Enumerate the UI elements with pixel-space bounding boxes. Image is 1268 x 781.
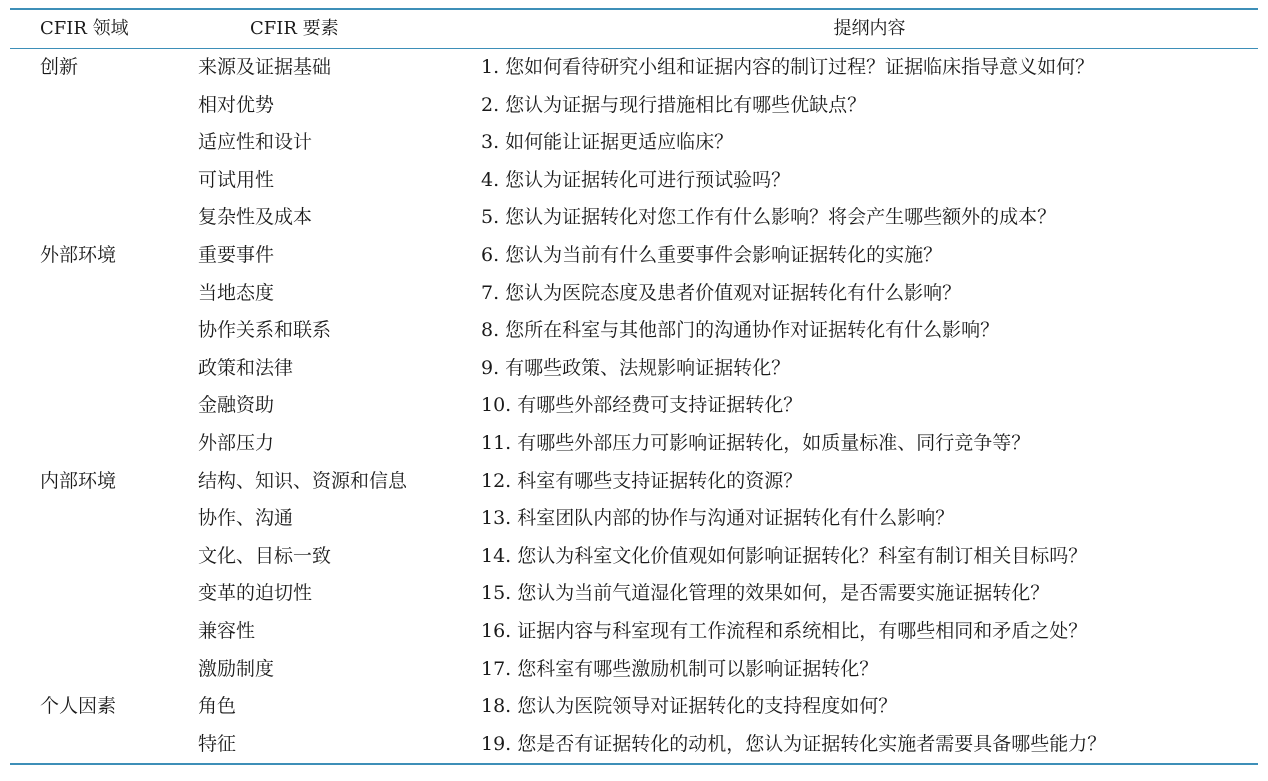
cell-domain — [10, 575, 198, 613]
table-row — [10, 425, 1258, 463]
cell-element: 复杂性及成本 — [198, 206, 313, 229]
table-row — [10, 124, 1258, 162]
cell-question: 5. 您认为证据转化对您工作有什么影响？将会产生哪些额外的成本？ — [481, 206, 1057, 229]
cell-domain — [10, 162, 198, 200]
cell-element: 兼容性 — [198, 619, 256, 642]
table-row — [10, 500, 1258, 538]
interview-outline-table — [10, 10, 1258, 48]
cell-question: 17. 您科室有哪些激励机制可以影响证据转化？ — [481, 657, 879, 680]
cell-question: 7. 您认为医院态度及患者价值观对证据转化有什么影响？ — [481, 281, 962, 304]
cell-question: 18. 您认为医院领导对证据转化的支持程度如何？ — [481, 695, 898, 718]
cell-domain — [10, 350, 198, 388]
cell-domain — [10, 124, 198, 162]
table-row — [10, 162, 1258, 200]
table-row — [10, 350, 1258, 388]
cell-element: 相对优势 — [198, 93, 275, 116]
cell-element: 金融资助 — [198, 394, 275, 417]
table-row — [10, 387, 1258, 425]
cell-element: 政策和法律 — [198, 356, 294, 379]
table-row — [10, 688, 1258, 726]
table-row — [10, 538, 1258, 576]
cell-question: 16. 证据内容与科室现有工作流程和系统相比，有哪些相同和矛盾之处？ — [481, 619, 1088, 642]
header-row — [10, 10, 1258, 48]
cell-question: 19. 您是否有证据转化的动机，您认为证据转化实施者需要具备哪些能力？ — [481, 732, 1107, 755]
table-row — [10, 613, 1258, 651]
cell-question: 1. 您如何看待研究小组和证据内容的制订过程？证据临床指导意义如何？ — [481, 56, 1095, 78]
cell-domain — [10, 199, 198, 237]
cell-question: 15. 您认为当前气道湿化管理的效果如何，是否需要实施证据转化？ — [481, 582, 1050, 605]
cell-domain — [10, 275, 198, 313]
cell-domain — [10, 312, 198, 350]
cell-element: 外部压力 — [198, 431, 275, 454]
table-row — [10, 237, 1258, 275]
cell-element: 适应性和设计 — [198, 131, 313, 154]
table-row — [10, 726, 1258, 764]
table-row — [10, 575, 1258, 613]
cell-element: 变革的迫切性 — [198, 582, 313, 605]
table-row — [10, 275, 1258, 313]
cell-element: 特征 — [198, 732, 237, 755]
cell-domain: 外部环境 — [40, 243, 117, 266]
cell-question: 8. 您所在科室与其他部门的沟通协作对证据转化有什么影响？ — [481, 319, 1000, 342]
cell-domain — [10, 538, 198, 576]
cell-element: 协作关系和联系 — [198, 319, 332, 342]
cell-element: 重要事件 — [198, 243, 275, 266]
cell-question: 13. 科室团队内部的协作与沟通对证据转化有什么影响？ — [481, 507, 955, 530]
cell-domain: 内部环境 — [40, 469, 117, 492]
cell-question: 11. 有哪些外部压力可影响证据转化，如质量标准、同行竞争等？ — [481, 431, 1031, 454]
cell-domain — [10, 500, 198, 538]
cell-element: 当地态度 — [198, 281, 275, 304]
cell-question: 10. 有哪些外部经费可支持证据转化？ — [481, 394, 803, 417]
table-row — [10, 87, 1258, 125]
cell-question: 9. 有哪些政策、法规影响证据转化？ — [481, 356, 791, 379]
cell-element: 可试用性 — [198, 168, 275, 191]
cell-question: 12. 科室有哪些支持证据转化的资源？ — [481, 469, 803, 492]
table-row — [10, 312, 1258, 350]
cell-question: 4. 您认为证据转化可进行预试验吗？ — [481, 168, 791, 191]
cell-domain: 创新 — [40, 56, 79, 78]
cell-question: 3. 如何能让证据更适应临床？ — [481, 131, 734, 154]
cell-element: 激励制度 — [198, 657, 275, 680]
header-cfir-element: CFIR 要素 — [250, 18, 339, 39]
header-outline-content: 提纲内容 — [833, 18, 906, 39]
cell-element: 结构、知识、资源和信息 — [198, 469, 408, 492]
cell-element: 来源及证据基础 — [198, 56, 332, 78]
cell-element: 文化、目标一致 — [198, 544, 332, 567]
cfir-table — [10, 8, 1258, 765]
table-row — [10, 199, 1258, 237]
cell-domain — [10, 387, 198, 425]
header-cfir-domain: CFIR 领域 — [40, 18, 129, 39]
cell-domain: 个人因素 — [40, 695, 117, 718]
table-row — [10, 463, 1258, 501]
cell-element: 角色 — [198, 695, 237, 718]
cell-question: 14. 您认为科室文化价值观如何影响证据转化？科室有制订相关目标吗？ — [481, 544, 1088, 567]
cell-question: 2. 您认为证据与现行措施相比有哪些优缺点？ — [481, 93, 867, 116]
bottom-rule — [10, 763, 1258, 765]
table-row — [10, 651, 1258, 689]
table-row — [10, 49, 1258, 87]
interview-outline-body — [10, 49, 1258, 763]
cell-domain — [10, 651, 198, 689]
cell-domain — [10, 87, 198, 125]
cell-domain — [10, 425, 198, 463]
cell-domain — [10, 613, 198, 651]
cell-element: 协作、沟通 — [198, 507, 294, 530]
cell-domain — [10, 726, 198, 764]
cell-question: 6. 您认为当前有什么重要事件会影响证据转化的实施？ — [481, 243, 943, 266]
